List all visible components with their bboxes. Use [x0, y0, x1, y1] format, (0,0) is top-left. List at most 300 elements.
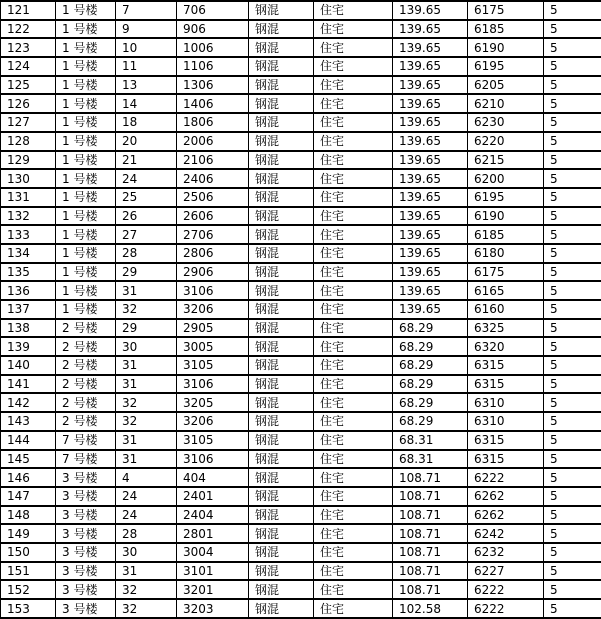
table-row: [1, 543, 601, 562]
cell-floor: 24: [116, 487, 177, 506]
cell-building-name: 2 号楼: [56, 337, 116, 356]
cell-building-name: 1 号楼: [56, 281, 116, 300]
cell-floor: 31: [116, 431, 177, 450]
cell-room-number: 3106: [177, 450, 249, 469]
cell-row-number: 123: [1, 38, 56, 57]
cell-usage-type: 住宅: [314, 57, 393, 76]
cell-structure-type: 钢混: [249, 562, 314, 581]
cell-room-number: 404: [177, 468, 249, 487]
cell-row-number: 146: [1, 468, 56, 487]
cell-row-number: 140: [1, 356, 56, 375]
cell-room-number: 2906: [177, 263, 249, 282]
table-row: [1, 244, 601, 263]
cell-unit-price: 6230: [468, 113, 544, 132]
cell-structure-type: 钢混: [249, 1, 314, 20]
cell-usage-type: 住宅: [314, 319, 393, 338]
cell-tail-value: 5: [544, 151, 601, 170]
cell-area-sqm: 139.65: [393, 20, 468, 39]
cell-floor: 31: [116, 281, 177, 300]
cell-structure-type: 钢混: [249, 300, 314, 319]
cell-usage-type: 住宅: [314, 20, 393, 39]
cell-structure-type: 钢混: [249, 57, 314, 76]
cell-tail-value: 5: [544, 393, 601, 412]
table-row: [1, 450, 601, 469]
table-row: [1, 356, 601, 375]
cell-floor: 29: [116, 263, 177, 282]
cell-floor: 28: [116, 244, 177, 263]
cell-floor: 7: [116, 1, 177, 20]
cell-building-name: 1 号楼: [56, 94, 116, 113]
cell-unit-price: 6190: [468, 38, 544, 57]
cell-room-number: 2406: [177, 169, 249, 188]
cell-structure-type: 钢混: [249, 225, 314, 244]
cell-area-sqm: 68.29: [393, 393, 468, 412]
cell-unit-price: 6262: [468, 506, 544, 525]
cell-tail-value: 5: [544, 506, 601, 525]
cell-unit-price: 6210: [468, 94, 544, 113]
table-row: [1, 76, 601, 95]
cell-unit-price: 6200: [468, 169, 544, 188]
cell-building-name: 2 号楼: [56, 356, 116, 375]
cell-tail-value: 5: [544, 543, 601, 562]
cell-building-name: 3 号楼: [56, 468, 116, 487]
cell-room-number: 2401: [177, 487, 249, 506]
cell-area-sqm: 139.65: [393, 94, 468, 113]
table-row: [1, 337, 601, 356]
cell-row-number: 143: [1, 412, 56, 431]
cell-structure-type: 钢混: [249, 207, 314, 226]
cell-area-sqm: 108.71: [393, 580, 468, 599]
cell-building-name: 3 号楼: [56, 562, 116, 581]
cell-floor: 4: [116, 468, 177, 487]
cell-room-number: 2106: [177, 151, 249, 170]
cell-tail-value: 5: [544, 20, 601, 39]
table-row: [1, 599, 601, 618]
cell-unit-price: 6320: [468, 337, 544, 356]
cell-unit-price: 6160: [468, 300, 544, 319]
cell-unit-price: 6310: [468, 412, 544, 431]
cell-tail-value: 5: [544, 188, 601, 207]
cell-tail-value: 5: [544, 431, 601, 450]
cell-unit-price: 6190: [468, 207, 544, 226]
cell-usage-type: 住宅: [314, 132, 393, 151]
cell-usage-type: 住宅: [314, 113, 393, 132]
cell-room-number: 2706: [177, 225, 249, 244]
table-row: [1, 151, 601, 170]
cell-structure-type: 钢混: [249, 38, 314, 57]
cell-row-number: 128: [1, 132, 56, 151]
cell-room-number: 3005: [177, 337, 249, 356]
cell-room-number: 906: [177, 20, 249, 39]
cell-floor: 13: [116, 76, 177, 95]
cell-structure-type: 钢混: [249, 524, 314, 543]
cell-usage-type: 住宅: [314, 225, 393, 244]
cell-usage-type: 住宅: [314, 375, 393, 394]
cell-room-number: 2606: [177, 207, 249, 226]
cell-unit-price: 6175: [468, 1, 544, 20]
cell-usage-type: 住宅: [314, 487, 393, 506]
cell-room-number: 3106: [177, 281, 249, 300]
cell-room-number: 706: [177, 1, 249, 20]
cell-area-sqm: 68.29: [393, 412, 468, 431]
cell-row-number: 137: [1, 300, 56, 319]
cell-tail-value: 5: [544, 487, 601, 506]
cell-usage-type: 住宅: [314, 580, 393, 599]
cell-building-name: 1 号楼: [56, 1, 116, 20]
cell-room-number: 2806: [177, 244, 249, 263]
cell-building-name: 1 号楼: [56, 113, 116, 132]
cell-floor: 27: [116, 225, 177, 244]
cell-area-sqm: 139.65: [393, 263, 468, 282]
cell-tail-value: 5: [544, 1, 601, 20]
cell-structure-type: 钢混: [249, 281, 314, 300]
cell-tail-value: 5: [544, 113, 601, 132]
cell-area-sqm: 139.65: [393, 113, 468, 132]
cell-row-number: 126: [1, 94, 56, 113]
cell-building-name: 2 号楼: [56, 375, 116, 394]
cell-tail-value: 5: [544, 356, 601, 375]
cell-floor: 29: [116, 319, 177, 338]
cell-floor: 11: [116, 57, 177, 76]
cell-unit-price: 6195: [468, 57, 544, 76]
cell-usage-type: 住宅: [314, 506, 393, 525]
table-row: [1, 169, 601, 188]
cell-building-name: 1 号楼: [56, 300, 116, 319]
cell-row-number: 142: [1, 393, 56, 412]
cell-usage-type: 住宅: [314, 450, 393, 469]
cell-tail-value: 5: [544, 244, 601, 263]
cell-unit-price: 6315: [468, 375, 544, 394]
cell-structure-type: 钢混: [249, 76, 314, 95]
cell-unit-price: 6222: [468, 599, 544, 618]
cell-building-name: 7 号楼: [56, 450, 116, 469]
cell-floor: 9: [116, 20, 177, 39]
cell-building-name: 3 号楼: [56, 487, 116, 506]
cell-structure-type: 钢混: [249, 450, 314, 469]
cell-room-number: 3205: [177, 393, 249, 412]
cell-building-name: 7 号楼: [56, 431, 116, 450]
cell-usage-type: 住宅: [314, 94, 393, 113]
cell-unit-price: 6315: [468, 450, 544, 469]
table-row: [1, 94, 601, 113]
cell-area-sqm: 108.71: [393, 562, 468, 581]
cell-floor: 31: [116, 375, 177, 394]
cell-row-number: 131: [1, 188, 56, 207]
cell-floor: 28: [116, 524, 177, 543]
cell-floor: 31: [116, 356, 177, 375]
cell-tail-value: 5: [544, 375, 601, 394]
cell-structure-type: 钢混: [249, 263, 314, 282]
table-row: [1, 20, 601, 39]
cell-row-number: 134: [1, 244, 56, 263]
cell-structure-type: 钢混: [249, 20, 314, 39]
cell-row-number: 141: [1, 375, 56, 394]
cell-room-number: 3106: [177, 375, 249, 394]
cell-row-number: 150: [1, 543, 56, 562]
cell-area-sqm: 68.29: [393, 319, 468, 338]
cell-area-sqm: 108.71: [393, 468, 468, 487]
table-row: [1, 188, 601, 207]
table-row: [1, 487, 601, 506]
cell-unit-price: 6180: [468, 244, 544, 263]
cell-structure-type: 钢混: [249, 337, 314, 356]
cell-usage-type: 住宅: [314, 188, 393, 207]
cell-row-number: 147: [1, 487, 56, 506]
cell-usage-type: 住宅: [314, 169, 393, 188]
cell-unit-price: 6185: [468, 20, 544, 39]
cell-room-number: 3206: [177, 300, 249, 319]
cell-area-sqm: 68.29: [393, 356, 468, 375]
table-row: [1, 393, 601, 412]
cell-room-number: 1806: [177, 113, 249, 132]
cell-unit-price: 6310: [468, 393, 544, 412]
cell-usage-type: 住宅: [314, 281, 393, 300]
table-row: [1, 562, 601, 581]
table-row: [1, 225, 601, 244]
cell-tail-value: 5: [544, 599, 601, 618]
cell-area-sqm: 139.65: [393, 76, 468, 95]
table-row: [1, 38, 601, 57]
cell-floor: 31: [116, 562, 177, 581]
cell-room-number: 3105: [177, 356, 249, 375]
cell-building-name: 3 号楼: [56, 506, 116, 525]
cell-usage-type: 住宅: [314, 337, 393, 356]
cell-tail-value: 5: [544, 57, 601, 76]
cell-row-number: 145: [1, 450, 56, 469]
cell-building-name: 1 号楼: [56, 188, 116, 207]
cell-usage-type: 住宅: [314, 356, 393, 375]
cell-row-number: 122: [1, 20, 56, 39]
cell-floor: 31: [116, 450, 177, 469]
cell-unit-price: 6215: [468, 151, 544, 170]
cell-tail-value: 5: [544, 169, 601, 188]
cell-structure-type: 钢混: [249, 580, 314, 599]
cell-area-sqm: 139.65: [393, 1, 468, 20]
cell-row-number: 139: [1, 337, 56, 356]
cell-usage-type: 住宅: [314, 263, 393, 282]
cell-structure-type: 钢混: [249, 393, 314, 412]
cell-structure-type: 钢混: [249, 412, 314, 431]
cell-area-sqm: 139.65: [393, 169, 468, 188]
cell-unit-price: 6315: [468, 356, 544, 375]
cell-structure-type: 钢混: [249, 132, 314, 151]
cell-room-number: 3201: [177, 580, 249, 599]
cell-area-sqm: 108.71: [393, 543, 468, 562]
cell-area-sqm: 139.65: [393, 300, 468, 319]
cell-row-number: 132: [1, 207, 56, 226]
cell-unit-price: 6222: [468, 580, 544, 599]
cell-structure-type: 钢混: [249, 319, 314, 338]
cell-floor: 32: [116, 412, 177, 431]
cell-unit-price: 6227: [468, 562, 544, 581]
cell-floor: 20: [116, 132, 177, 151]
cell-row-number: 151: [1, 562, 56, 581]
cell-tail-value: 5: [544, 337, 601, 356]
cell-floor: 32: [116, 300, 177, 319]
cell-room-number: 3101: [177, 562, 249, 581]
cell-row-number: 135: [1, 263, 56, 282]
cell-area-sqm: 102.58: [393, 599, 468, 618]
cell-room-number: 3203: [177, 599, 249, 618]
cell-structure-type: 钢混: [249, 375, 314, 394]
cell-usage-type: 住宅: [314, 412, 393, 431]
cell-floor: 18: [116, 113, 177, 132]
cell-tail-value: 5: [544, 562, 601, 581]
cell-building-name: 1 号楼: [56, 20, 116, 39]
table-row: [1, 132, 601, 151]
cell-floor: 21: [116, 151, 177, 170]
cell-building-name: 3 号楼: [56, 543, 116, 562]
cell-row-number: 144: [1, 431, 56, 450]
cell-row-number: 130: [1, 169, 56, 188]
cell-structure-type: 钢混: [249, 468, 314, 487]
cell-unit-price: 6242: [468, 524, 544, 543]
cell-usage-type: 住宅: [314, 244, 393, 263]
cell-area-sqm: 68.31: [393, 431, 468, 450]
cell-row-number: 127: [1, 113, 56, 132]
cell-structure-type: 钢混: [249, 188, 314, 207]
cell-structure-type: 钢混: [249, 169, 314, 188]
cell-unit-price: 6165: [468, 281, 544, 300]
cell-row-number: 136: [1, 281, 56, 300]
cell-area-sqm: 139.65: [393, 57, 468, 76]
cell-building-name: 1 号楼: [56, 76, 116, 95]
cell-building-name: 1 号楼: [56, 132, 116, 151]
cell-area-sqm: 139.65: [393, 207, 468, 226]
cell-building-name: 1 号楼: [56, 225, 116, 244]
cell-area-sqm: 139.65: [393, 38, 468, 57]
table-row: [1, 57, 601, 76]
cell-room-number: 1306: [177, 76, 249, 95]
cell-building-name: 1 号楼: [56, 244, 116, 263]
cell-room-number: 1406: [177, 94, 249, 113]
cell-room-number: 3105: [177, 431, 249, 450]
cell-tail-value: 5: [544, 38, 601, 57]
cell-floor: 24: [116, 506, 177, 525]
cell-floor: 10: [116, 38, 177, 57]
cell-unit-price: 6195: [468, 188, 544, 207]
cell-row-number: 129: [1, 151, 56, 170]
cell-row-number: 149: [1, 524, 56, 543]
cell-row-number: 148: [1, 506, 56, 525]
cell-area-sqm: 108.71: [393, 506, 468, 525]
cell-building-name: 2 号楼: [56, 319, 116, 338]
cell-building-name: 1 号楼: [56, 151, 116, 170]
table-row: [1, 412, 601, 431]
cell-structure-type: 钢混: [249, 599, 314, 618]
cell-room-number: 3206: [177, 412, 249, 431]
cell-tail-value: 5: [544, 524, 601, 543]
cell-building-name: 2 号楼: [56, 412, 116, 431]
cell-tail-value: 5: [544, 94, 601, 113]
cell-building-name: 2 号楼: [56, 393, 116, 412]
cell-usage-type: 住宅: [314, 393, 393, 412]
cell-structure-type: 钢混: [249, 543, 314, 562]
cell-room-number: 2801: [177, 524, 249, 543]
cell-building-name: 1 号楼: [56, 263, 116, 282]
cell-floor: 14: [116, 94, 177, 113]
table-row: [1, 281, 601, 300]
cell-usage-type: 住宅: [314, 562, 393, 581]
cell-structure-type: 钢混: [249, 356, 314, 375]
cell-room-number: 2006: [177, 132, 249, 151]
cell-area-sqm: 139.65: [393, 281, 468, 300]
cell-unit-price: 6220: [468, 132, 544, 151]
cell-area-sqm: 68.29: [393, 375, 468, 394]
table-row: [1, 468, 601, 487]
cell-structure-type: 钢混: [249, 151, 314, 170]
cell-building-name: 3 号楼: [56, 580, 116, 599]
cell-usage-type: 住宅: [314, 1, 393, 20]
cell-row-number: 153: [1, 599, 56, 618]
cell-usage-type: 住宅: [314, 300, 393, 319]
table-row: [1, 300, 601, 319]
cell-structure-type: 钢混: [249, 113, 314, 132]
table-row: [1, 431, 601, 450]
cell-row-number: 133: [1, 225, 56, 244]
cell-area-sqm: 139.65: [393, 151, 468, 170]
cell-room-number: 1006: [177, 38, 249, 57]
cell-room-number: 1106: [177, 57, 249, 76]
table-row: [1, 263, 601, 282]
cell-structure-type: 钢混: [249, 487, 314, 506]
table-row: [1, 207, 601, 226]
cell-building-name: 1 号楼: [56, 57, 116, 76]
cell-usage-type: 住宅: [314, 151, 393, 170]
cell-area-sqm: 108.71: [393, 524, 468, 543]
cell-area-sqm: 139.65: [393, 132, 468, 151]
cell-structure-type: 钢混: [249, 94, 314, 113]
cell-structure-type: 钢混: [249, 506, 314, 525]
cell-tail-value: 5: [544, 263, 601, 282]
cell-floor: 26: [116, 207, 177, 226]
cell-structure-type: 钢混: [249, 244, 314, 263]
cell-tail-value: 5: [544, 132, 601, 151]
cell-area-sqm: 139.65: [393, 188, 468, 207]
cell-usage-type: 住宅: [314, 76, 393, 95]
cell-floor: 25: [116, 188, 177, 207]
cell-area-sqm: 68.29: [393, 337, 468, 356]
cell-row-number: 138: [1, 319, 56, 338]
cell-unit-price: 6325: [468, 319, 544, 338]
cell-usage-type: 住宅: [314, 431, 393, 450]
cell-tail-value: 5: [544, 300, 601, 319]
cell-floor: 30: [116, 543, 177, 562]
cell-floor: 32: [116, 580, 177, 599]
cell-area-sqm: 108.71: [393, 487, 468, 506]
cell-tail-value: 5: [544, 207, 601, 226]
cell-room-number: 2506: [177, 188, 249, 207]
cell-building-name: 3 号楼: [56, 599, 116, 618]
cell-building-name: 3 号楼: [56, 524, 116, 543]
cell-row-number: 124: [1, 57, 56, 76]
cell-tail-value: 5: [544, 412, 601, 431]
cell-usage-type: 住宅: [314, 524, 393, 543]
cell-tail-value: 5: [544, 450, 601, 469]
cell-tail-value: 5: [544, 319, 601, 338]
cell-usage-type: 住宅: [314, 468, 393, 487]
cell-area-sqm: 139.65: [393, 244, 468, 263]
cell-floor: 30: [116, 337, 177, 356]
cell-unit-price: 6232: [468, 543, 544, 562]
cell-usage-type: 住宅: [314, 207, 393, 226]
table-row: [1, 319, 601, 338]
cell-unit-price: 6175: [468, 263, 544, 282]
cell-unit-price: 6262: [468, 487, 544, 506]
cell-tail-value: 5: [544, 225, 601, 244]
cell-unit-price: 6222: [468, 468, 544, 487]
table-row: [1, 580, 601, 599]
